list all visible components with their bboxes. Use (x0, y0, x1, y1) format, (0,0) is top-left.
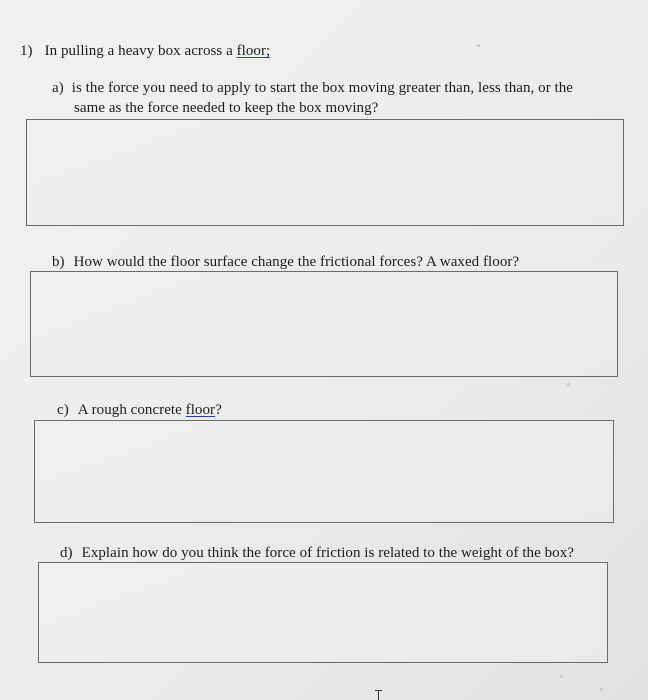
answer-box-a[interactable] (26, 119, 624, 226)
part-d-label: d) (60, 545, 73, 561)
part-b-prompt (52, 252, 519, 272)
part-b-label: b) (52, 254, 65, 270)
part-d-prompt (60, 543, 574, 563)
question-stem (20, 41, 270, 61)
question-number: 1) (20, 43, 33, 59)
answer-box-c[interactable] (34, 420, 614, 523)
part-a-text-line1: is the force you need to apply to start the box moving greater than, less than, or the (71, 80, 574, 96)
speck-1 (477, 44, 480, 47)
text-cursor-icon (378, 690, 379, 700)
speck-3 (560, 675, 563, 678)
part-d-text: Explain how do you think the force of friction is related to the weight of the box? (81, 545, 574, 561)
part-b-text: How would the floor surface change the frictional forces? A waxed floor? (73, 254, 520, 270)
question-stem-text: In pulling a heavy box across a (44, 43, 237, 59)
spelling-underlined-word: floor; (236, 43, 271, 59)
part-a-prompt-line1 (52, 78, 573, 98)
speck-2 (567, 383, 570, 386)
part-c-prompt (57, 400, 222, 420)
part-a-text-line2: same as the force needed to keep the box moving? (74, 100, 379, 116)
part-c-text-suffix: ? (215, 402, 222, 418)
answer-box-d[interactable] (38, 562, 608, 663)
part-a-label: a) (52, 80, 64, 96)
part-c-label: c) (57, 402, 69, 418)
answer-box-b[interactable] (30, 271, 618, 377)
part-c-underlined-word: floor (185, 402, 216, 418)
part-c-text: A rough concrete (77, 402, 186, 418)
part-a-prompt-line2 (74, 98, 378, 118)
speck-4 (600, 688, 603, 691)
